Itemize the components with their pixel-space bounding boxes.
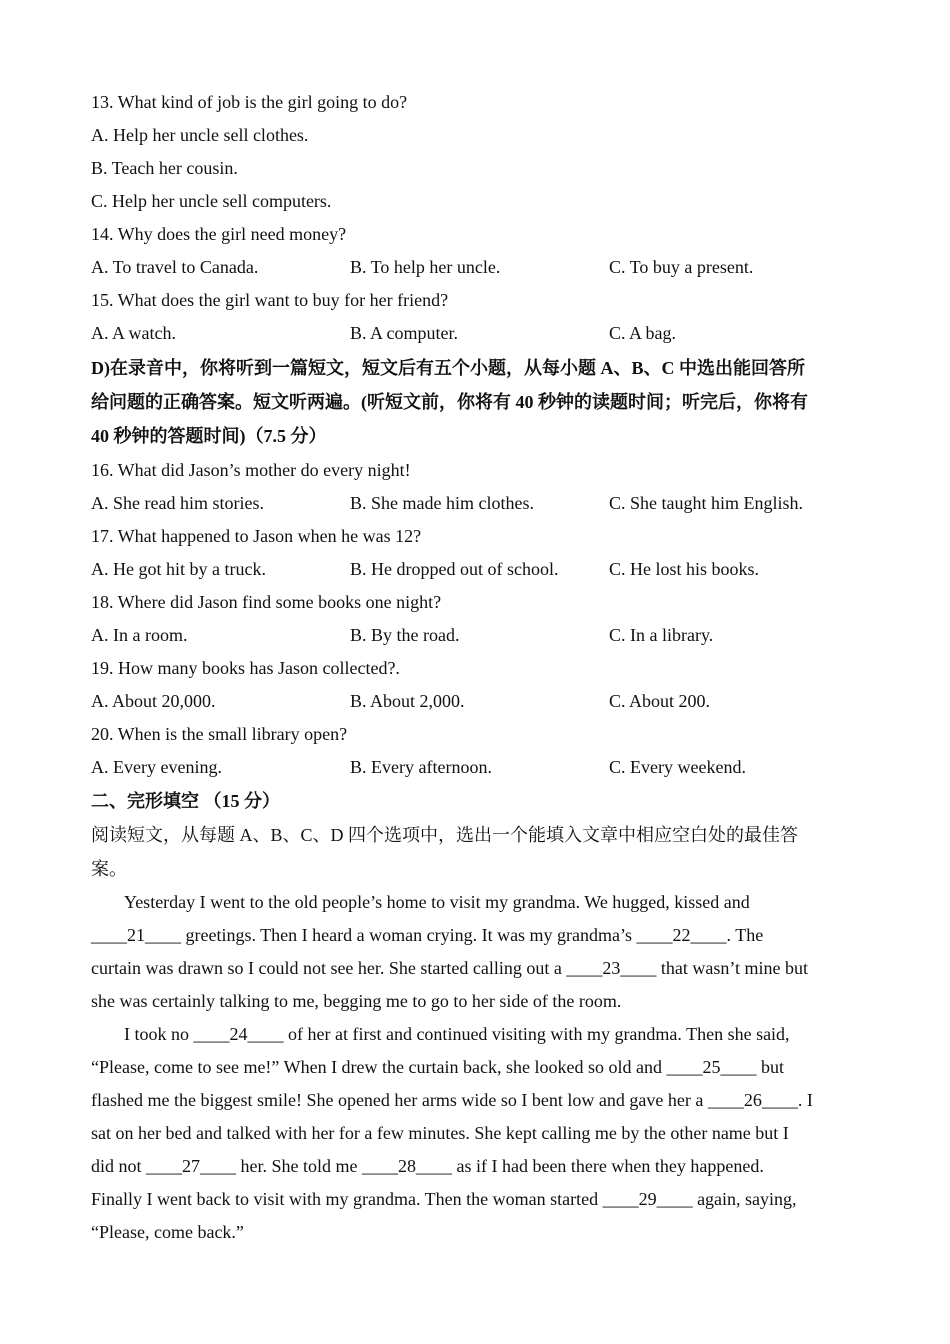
- section-2-instruction-line-2: 案。: [91, 859, 127, 879]
- q19-option-c: C. About 200.: [609, 691, 711, 711]
- passage-line: did not ____27____ her. She told me ____28____ as if I had been there when they happened.: [91, 1156, 764, 1176]
- question-17: 17. What happened to Jason when he was 12?: [91, 526, 422, 546]
- q16-option-c: C. She taught him English.: [609, 493, 804, 513]
- question-19: 19. How many books has Jason collected?.: [91, 658, 400, 678]
- q17-option-a: A. He got hit by a truck.: [91, 559, 266, 579]
- q14-option-b: B. To help her uncle.: [350, 257, 501, 277]
- section-d-instruction-line-1: D)在录音中，你将听到一篇短文，短文后有五个小题，从每小题 A、B、C 中选出能回答所: [91, 358, 805, 378]
- section-d-instruction-line-3: 40 秒钟的答题时间)（7.5 分）: [91, 426, 327, 446]
- q15-option-c: C. A bag.: [609, 323, 677, 343]
- q16-option-b: B. She made him clothes.: [350, 493, 534, 513]
- q13-option-b: B. Teach her cousin.: [91, 158, 238, 178]
- passage-line: Finally I went back to visit with my grandma. Then the woman started ____29____ again, saying,: [91, 1189, 797, 1209]
- q14-option-c: C. To buy a present.: [609, 257, 754, 277]
- q20-option-c: C. Every weekend.: [609, 757, 746, 777]
- q15-option-b: B. A computer.: [350, 323, 458, 343]
- q17-option-b: B. He dropped out of school.: [350, 559, 559, 579]
- q19-option-a: A. About 20,000.: [91, 691, 216, 711]
- q20-option-b: B. Every afternoon.: [350, 757, 492, 777]
- q13-option-a: A. Help her uncle sell clothes.: [91, 125, 309, 145]
- question-20: 20. When is the small library open?: [91, 724, 348, 744]
- question-13: 13. What kind of job is the girl going to do?: [91, 92, 408, 112]
- section-2-title: 二、完形填空 （15 分）: [91, 791, 280, 811]
- passage-line: curtain was drawn so I could not see her. She started calling out a ____23____ that wasn’t mine but: [91, 958, 809, 978]
- q17-option-c: C. He lost his books.: [609, 559, 760, 579]
- passage-line: I took no ____24____ of her at first and continued visiting with my grandma. Then she said,: [124, 1024, 790, 1044]
- question-14: 14. Why does the girl need money?: [91, 224, 347, 244]
- passage-line: Yesterday I went to the old people’s home to visit my grandma. We hugged, kissed and: [124, 892, 750, 912]
- q18-option-b: B. By the road.: [350, 625, 460, 645]
- section-d-instruction-line-2: 给问题的正确答案。短文听两遍。(听短文前，你将有 40 秒钟的读题时间；听完后，你将有: [91, 392, 808, 412]
- passage-line: “Please, come back.”: [91, 1222, 244, 1242]
- q15-option-a: A. A watch.: [91, 323, 176, 343]
- passage-line: flashed me the biggest smile! She opened her arms wide so I bent low and gave her a ____26____. I: [91, 1090, 813, 1110]
- q20-option-a: A. Every evening.: [91, 757, 222, 777]
- q14-option-a: A. To travel to Canada.: [91, 257, 259, 277]
- q18-option-a: A. In a room.: [91, 625, 188, 645]
- question-18: 18. Where did Jason find some books one night?: [91, 592, 442, 612]
- q13-option-c: C. Help her uncle sell computers.: [91, 191, 332, 211]
- passage-line: she was certainly talking to me, begging me to go to her side of the room.: [91, 991, 622, 1011]
- passage-line: “Please, come to see me!” When I drew the curtain back, she looked so old and ____25____ but: [91, 1057, 784, 1077]
- q16-option-a: A. She read him stories.: [91, 493, 264, 513]
- section-2-instruction-line-1: 阅读短文，从每题 A、B、C、D 四个选项中，选出一个能填入文章中相应空白处的最佳答: [91, 825, 799, 845]
- question-15: 15. What does the girl want to buy for her friend?: [91, 290, 449, 310]
- q19-option-b: B. About 2,000.: [350, 691, 465, 711]
- passage-line: ____21____ greetings. Then I heard a woman crying. It was my grandma’s ____22____. The: [91, 925, 764, 945]
- q18-option-c: C. In a library.: [609, 625, 714, 645]
- question-16: 16. What did Jason’s mother do every night!: [91, 460, 411, 480]
- passage-line: sat on her bed and talked with her for a few minutes. She kept calling me by the other name but I: [91, 1123, 789, 1143]
